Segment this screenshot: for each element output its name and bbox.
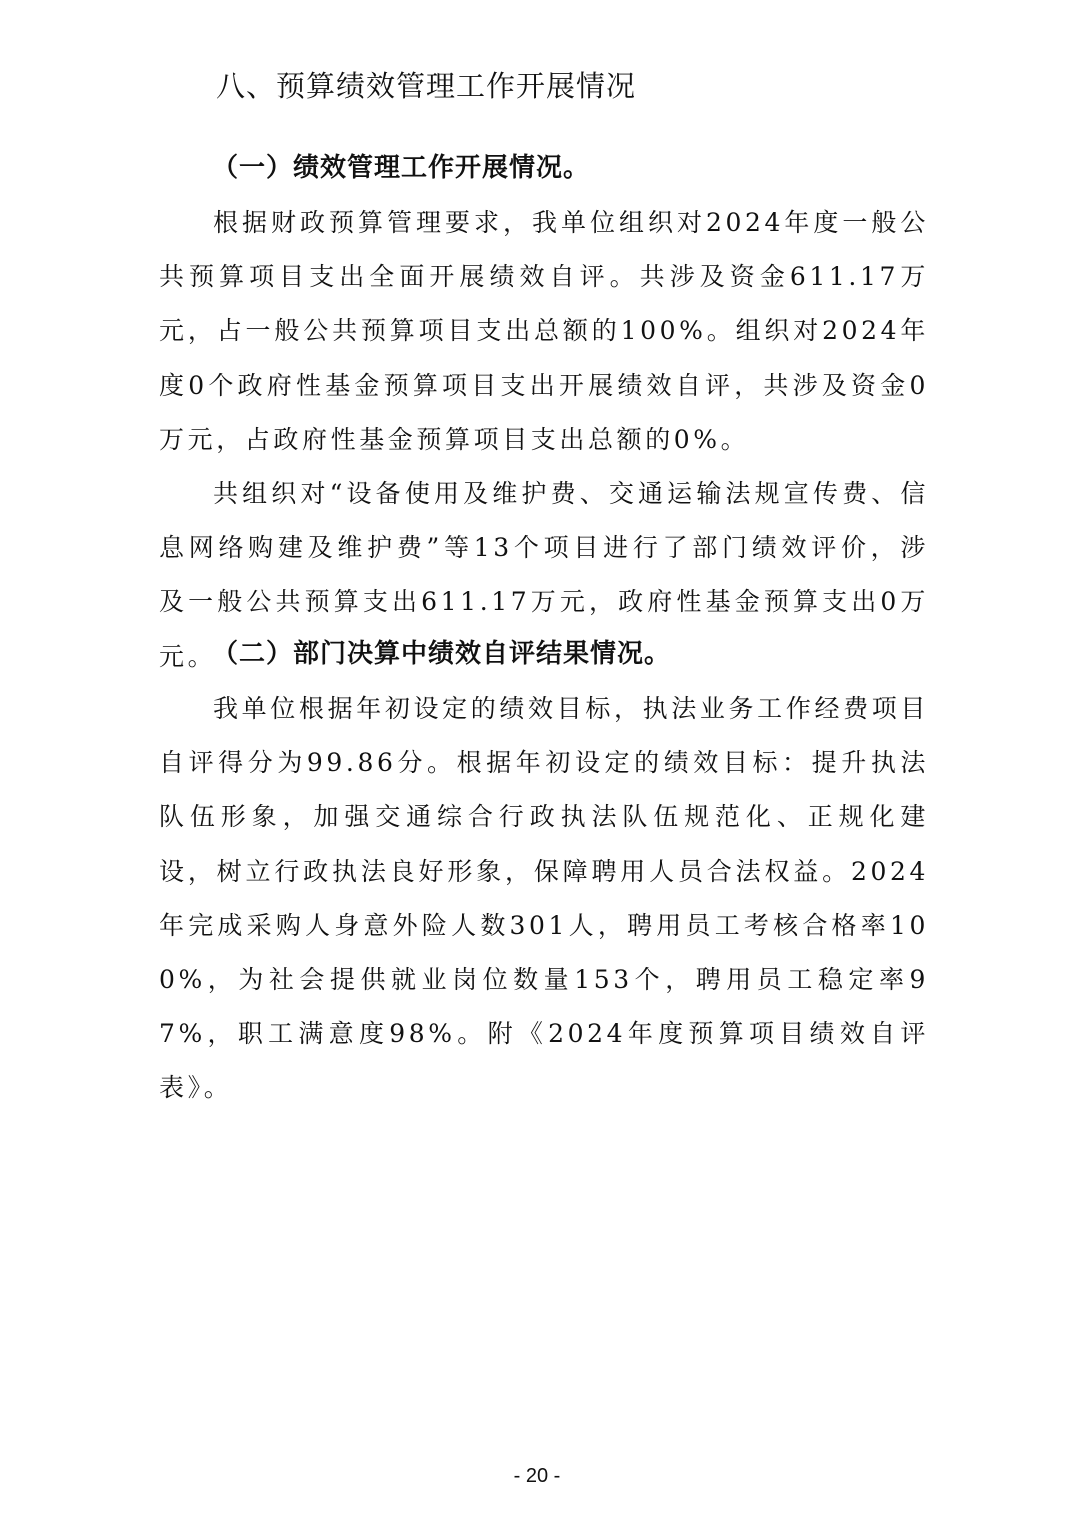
section-heading: 八、预算绩效管理工作开展情况 xyxy=(216,69,637,103)
paragraph-self-evaluation-scope: 根据财政预算管理要求，我单位组织对2024年度一般公共预算项目支出全面开展绩效自评。共涉及资金611.17万元，占一般公共预算项目支出总额的100%。组织对2024年度0个政府性基金预算项目支出开展绩效自评，共涉及资金0万元，占政府性基金预算项目支出总额的0%。 xyxy=(159,208,929,454)
page-number: - 20 - xyxy=(513,1465,561,1487)
paragraph-evaluation-results: 我单位根据年初设定的绩效目标，执法业务工作经费项目自评得分为99.86分。根据年初设定的绩效目标：提升执法队伍形象，加强交通综合行政执法队伍规范化、正规化建设，树立行政执法良好形象，保障聘用人员合法权益。2024年完成采购人身意外险人数301人，聘用员工考核合格率100%，为社会提供就业岗位数量153个，聘用员工稳定率97%，职工满意度98%。附《2024年度预算项目绩效自评表》。 xyxy=(159,694,929,1103)
paragraph-department-evaluation: 共组织对“设备使用及维护费、交通运输法规宣传费、信息网络购建及维护费”等13个项目进行了部门绩效评价，涉及一般公共预算支出611.17万元，政府性基金预算支出0万元。 xyxy=(159,479,929,671)
subsection-title-self-evaluation-results: （二）部门决算中绩效自评结果情况。 xyxy=(212,639,672,669)
subsection-title-performance-management: （一）绩效管理工作开展情况。 xyxy=(212,153,591,183)
